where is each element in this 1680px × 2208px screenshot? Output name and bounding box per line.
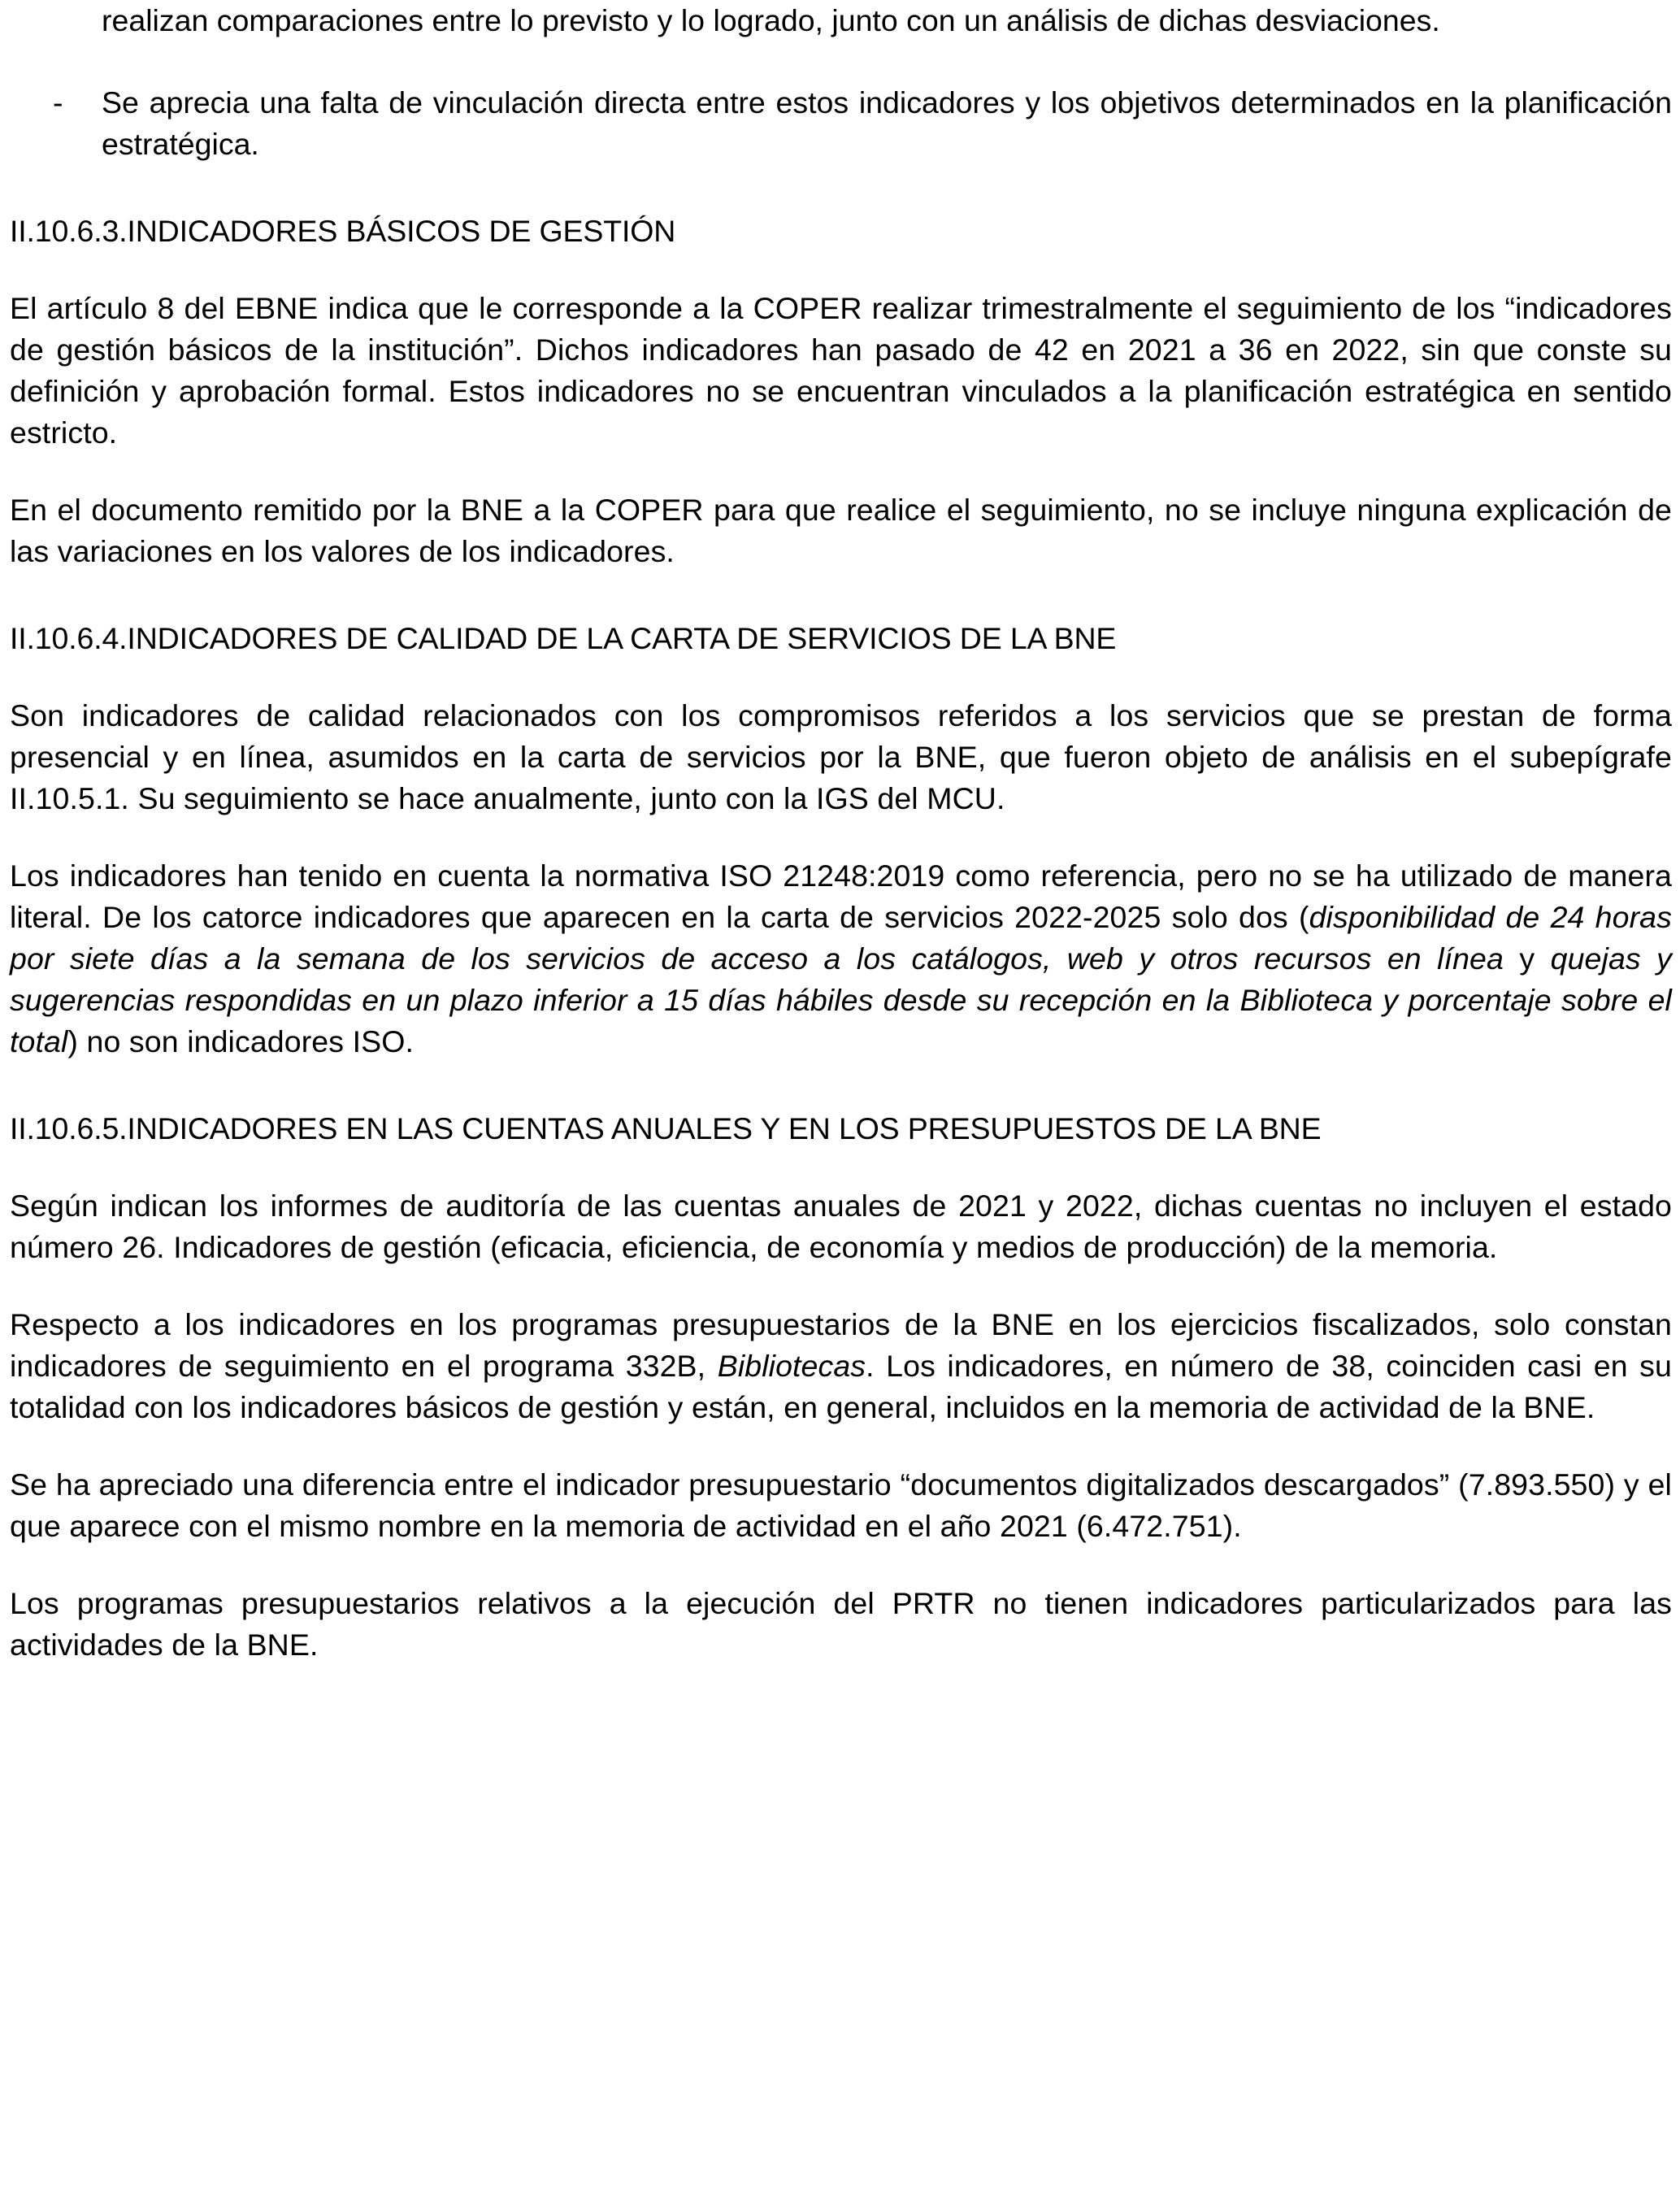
spacer xyxy=(10,1150,1672,1185)
spacer xyxy=(10,252,1672,288)
section-3-paragraph-2-run-1: Respecto a los indicadores en los programas presupuestarios de la BNE en los ejercicios fiscalizados, solo constan indicadores de seguimiento en el programa 332B, xyxy=(10,1307,1672,1383)
section-3-paragraph-1: Según indican los informes de auditoría de las cuentas anuales de 2021 y 2022, dichas cuentas no incluyen el estado número 26. Indicadores de gestión (eficacia, eficiencia, de economía y medios de producción) de la memoria. xyxy=(10,1189,1672,1264)
section-3-paragraph-2-run-3: . Los indicadores, en número de 38, coinciden casi en su totalidad con los indicadores básicos de gestión y están, en general, incluidos en la memoria de actividad de la BNE. xyxy=(10,1349,1672,1424)
paragraph-continuation: realizan comparaciones entre lo previsto y lo logrado, junto con un análisis de dichas desviaciones. xyxy=(102,3,1440,37)
spacer xyxy=(10,1268,1672,1304)
section-2-paragraph-2-run-5: ) no son indicadores ISO. xyxy=(67,1024,415,1058)
section-1-paragraph-1: El artículo 8 del EBNE indica que le corresponde a la COPER realizar trimestralmente el seguimiento de los “indicadores de gestión básicos de la institución”. Dichos indicadores han pasado de 42 en 2021 a 36 en 2022, sin que conste su definición y aprobación formal. Estos indicadores no se encuentran vinculados a la planificación estratégica en sentido estricto. xyxy=(10,291,1672,450)
section-2-paragraph-2-run-1: Los indicadores han tenido en cuenta la normativa ISO 21248:2019 como referencia, pero no se ha utilizado de manera literal. De los catorce indicadores que aparecen en la carta de servicios 2022-2025 solo dos ( xyxy=(10,858,1672,934)
section-3-paragraph-2 xyxy=(10,1304,1672,1428)
section-1-paragraph-2: En el documento remitido por la BNE a la COPER para que realice el seguimiento, no se incluye ninguna explicación de las variaciones en los valores de los indicadores. xyxy=(10,493,1672,568)
section-2-paragraph-1: Son indicadores de calidad relacionados con los compromisos referidos a los servicios que se prestan de forma presencial y en línea, asumidos en la carta de servicios por la BNE, que fueron objeto de análisis en el subepígrafe II.10.5.1. Su seguimiento se hace anualmente, junto con la IGS del MCU. xyxy=(10,698,1672,815)
spacer xyxy=(10,819,1672,855)
section-2-paragraph-2-italic-2: quejas y sugerencias respondidas en un plazo inferior a 15 días hábiles desde su recepción en la Biblioteca y porcentaje sobre el total xyxy=(10,941,1672,1058)
bullet-list-item xyxy=(10,82,1672,165)
section-3-paragraph-3: Se ha apreciado una diferencia entre el indicador presupuestario “documentos digitalizados descargados” (7.893.550) y el que aparece con el mismo nombre en la memoria de actividad en el año 2021 (6.472.751). xyxy=(10,1467,1672,1543)
spacer xyxy=(10,165,1672,211)
section-2-paragraph-2-run-3: y xyxy=(1503,941,1551,976)
section-2-paragraph-2-italic-1: disponibilidad de 24 horas por siete días a la semana de los servicios de acceso a los catálogos, web y otros recursos en línea xyxy=(10,900,1672,976)
section-3-paragraph-4: Los programas presupuestarios relativos a la ejecución del PRTR no tienen indicadores particularizados para las actividades de la BNE. xyxy=(10,1586,1672,1662)
section-heading-ii-10-6-3: II.10.6.3.INDICADORES BÁSICOS DE GESTIÓN xyxy=(10,214,676,248)
section-2-paragraph-2 xyxy=(10,855,1672,1063)
section-heading-ii-10-6-4: II.10.6.4.INDICADORES DE CALIDAD DE LA CARTA DE SERVICIOS DE LA BNE xyxy=(10,621,1117,655)
spacer xyxy=(10,1428,1672,1464)
spacer xyxy=(10,1547,1672,1583)
spacer xyxy=(10,1063,1672,1108)
bullet-item-text: Se aprecia una falta de vinculación directa entre estos indicadores y los objetivos determinados en la planificación estratégica. xyxy=(102,85,1672,161)
spacer xyxy=(10,454,1672,489)
spacer xyxy=(10,41,1672,82)
section-3-paragraph-2-italic-1: Bibliotecas xyxy=(717,1349,866,1383)
spacer xyxy=(10,572,1672,618)
spacer xyxy=(10,659,1672,695)
bullet-dash-marker: - xyxy=(53,85,63,120)
section-heading-ii-10-6-5: II.10.6.5.INDICADORES EN LAS CUENTAS ANUALES Y EN LOS PRESUPUESTOS DE LA BNE xyxy=(10,1111,1322,1145)
